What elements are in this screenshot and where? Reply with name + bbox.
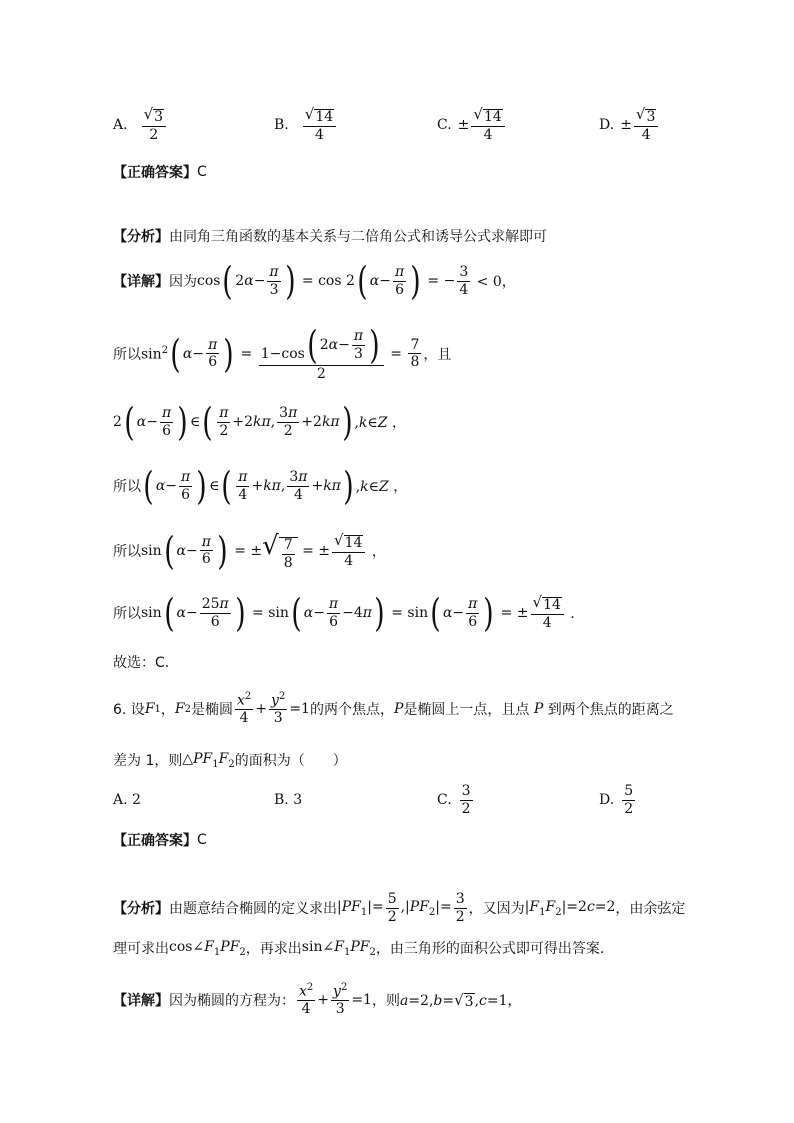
detail-line-2: 所以 $\sin^2$ ( α − $\frac{\pi}{6}$ ) = 1−cos ( 2 α − $\frac{\pi}{3}$ ) 2 = $\frac{7}{8}$ ，且 <box>113 323 452 382</box>
analysis-text: 由同角三角函数的基本关系与二倍角公式和诱导公式求解即可 <box>169 229 547 245</box>
option-value: 2 <box>132 792 141 808</box>
answer-value: C <box>197 164 207 180</box>
option-value: 3 <box>293 792 303 808</box>
analysis-text: 由题意结合椭圆的定义求出 <box>169 901 337 918</box>
detail-tag: 【详解】 <box>113 993 169 1010</box>
detail-text: 所以 <box>113 606 141 622</box>
q6-stem-line-2: 差为 1，则 $\triangle PF_1F_2$ 的面积为（ ） <box>113 750 347 770</box>
analysis-tag: 【分析】 <box>113 901 169 918</box>
q6-analysis-line-1: 【分析】 由题意结合椭圆的定义求出 $|PF_1|=$ $\frac{5}{2}$ $,|PF_2|=$ $\frac{3}{2}$ ，又因为 $|F_1F_2|=2c=2$ ，由余弦定 <box>113 891 686 925</box>
q6-answer-line <box>113 830 207 850</box>
analysis-line <box>113 226 547 246</box>
choose-text: 故选：C． <box>113 655 179 671</box>
answer-value: C <box>197 832 207 848</box>
detail-line-4: 所以 ( α − $\frac{\pi}{6}$ ) ∈ ( $\frac{\pi}{4}$ + kπ , $\frac{3\pi}{4}$ + kπ ) ,k∈Z ， <box>113 464 408 508</box>
option-letter: A. <box>113 792 128 808</box>
option-letter: D. <box>599 792 615 809</box>
analysis-text: 理可求出 <box>113 941 169 957</box>
numerator: 3 <box>461 783 471 799</box>
fraction: √ 14 4 <box>303 107 336 142</box>
detail-line-3: 2 ( α − $\frac{\pi}{6}$ ) ∈ ( $\frac{\pi}{2}$ +2 kπ , $\frac{3\pi}{2}$ +2 kπ ) ,k∈Z ， <box>113 400 406 444</box>
radicand: 14 <box>315 109 334 125</box>
choose-line <box>113 652 179 672</box>
stem-text: 是椭圆上一点，且点 <box>403 702 530 719</box>
q6-option-b <box>274 792 302 808</box>
option-d <box>599 107 660 142</box>
detail-tag: 【详解】 <box>113 274 169 290</box>
option-c <box>437 107 507 142</box>
detail-text: 因为 <box>169 274 197 290</box>
analysis-text: ，又因为 <box>468 901 525 918</box>
option-letter: B. <box>274 792 289 808</box>
detail-text: ，则 <box>371 993 400 1010</box>
q6-detail-line-1: 【详解】 因为椭圆的方程为： $\frac{x^2}{4}$ + $\frac{y^2}{3}$ =1 ，则 a=2,b= √ 3 ,c=1， <box>113 982 522 1018</box>
option-sign: ± <box>620 116 632 133</box>
detail-text: 所以 <box>113 346 141 363</box>
option-b <box>274 107 338 142</box>
detail-text: 因为椭圆的方程为： <box>169 993 295 1010</box>
stem-text: 的面积为（ ） <box>234 753 347 769</box>
detail-line-1: 【详解】 因为 cos ( 2 α − $\frac{\pi}{3}$ ) = cos 2 ( α − $\frac{\pi}{6}$ ) = − $\frac{3}{4}$ < 0， <box>113 259 516 303</box>
q6-analysis-line-2: 理可求出 $\cos\angle F_1PF_2$ ，再求出 $\sin\angle F_1PF_2$ ，由三角形的面积公式即可得出答案. <box>113 938 605 958</box>
denominator: 2 <box>624 800 634 817</box>
numerator: 5 <box>624 783 634 799</box>
q6-option-c <box>437 784 475 816</box>
detail-line-5: 所以 sin ( α − $\frac{\pi}{6}$ ) = ± √ $\frac{7}{8}$ = ± √ 14 4 ， <box>113 528 386 573</box>
stem-text: 差为 1，则 <box>113 753 183 769</box>
stem-text: 到两个焦点的距离之 <box>547 702 674 719</box>
fraction: √ 3 4 <box>634 107 658 142</box>
denominator: 2 <box>461 800 471 817</box>
stem-text: 6. 设 <box>113 702 145 719</box>
denominator: 2 <box>149 126 159 143</box>
answer-tag: 【正确答案】 <box>113 833 197 849</box>
analysis-tag: 【分析】 <box>113 229 169 245</box>
option-letter: A. <box>113 116 128 133</box>
q6-option-a <box>113 792 141 808</box>
fraction: √ 3 2 <box>142 107 166 142</box>
denominator: 4 <box>314 126 324 143</box>
detail-text: 所以 <box>113 543 141 560</box>
detail-line-6: 所以 sin ( α − $\frac{25\pi}{6}$ ) = sin ( α − $\frac{\pi}{6}$ −4 π ) = sin ( α − $\frac{\pi}{6}$ ) = ± √ 14 4 ． <box>113 591 585 635</box>
detail-text: ，且 <box>423 346 452 363</box>
q6-option-d <box>599 784 637 816</box>
denominator: 4 <box>641 126 651 143</box>
stem-text: 是椭圆 <box>191 702 233 719</box>
answer-tag: 【正确答案】 <box>113 165 197 181</box>
radicand: 3 <box>154 109 164 125</box>
option-letter: C. <box>437 116 452 133</box>
denominator: 4 <box>483 126 493 143</box>
option-letter: D. <box>599 116 615 133</box>
analysis-text: ，由余弦定 <box>615 901 686 918</box>
stem-text: 的两个焦点， <box>309 702 394 719</box>
detail-text: 所以 <box>113 479 141 495</box>
q6-stem-line-1: 6. 设 F 1 ， F 2 是椭圆 $\frac{x^2}{4}$ + $\frac{y^2}{3}$ =1 的两个焦点， P 是椭圆上一点，且点 P 到两个焦点的距离之 <box>113 691 674 727</box>
fraction: √ 14 4 <box>471 107 504 142</box>
radicand: 14 <box>483 109 502 125</box>
option-a <box>113 107 168 142</box>
analysis-text: ，由三角形的面积公式即可得出答案. <box>375 941 605 957</box>
option-sign: ± <box>457 116 470 133</box>
radicand: 3 <box>646 109 656 125</box>
answer-line <box>113 162 207 182</box>
option-letter: B. <box>274 116 289 133</box>
analysis-text: ，再求出 <box>245 941 302 957</box>
option-letter: C. <box>437 792 452 809</box>
